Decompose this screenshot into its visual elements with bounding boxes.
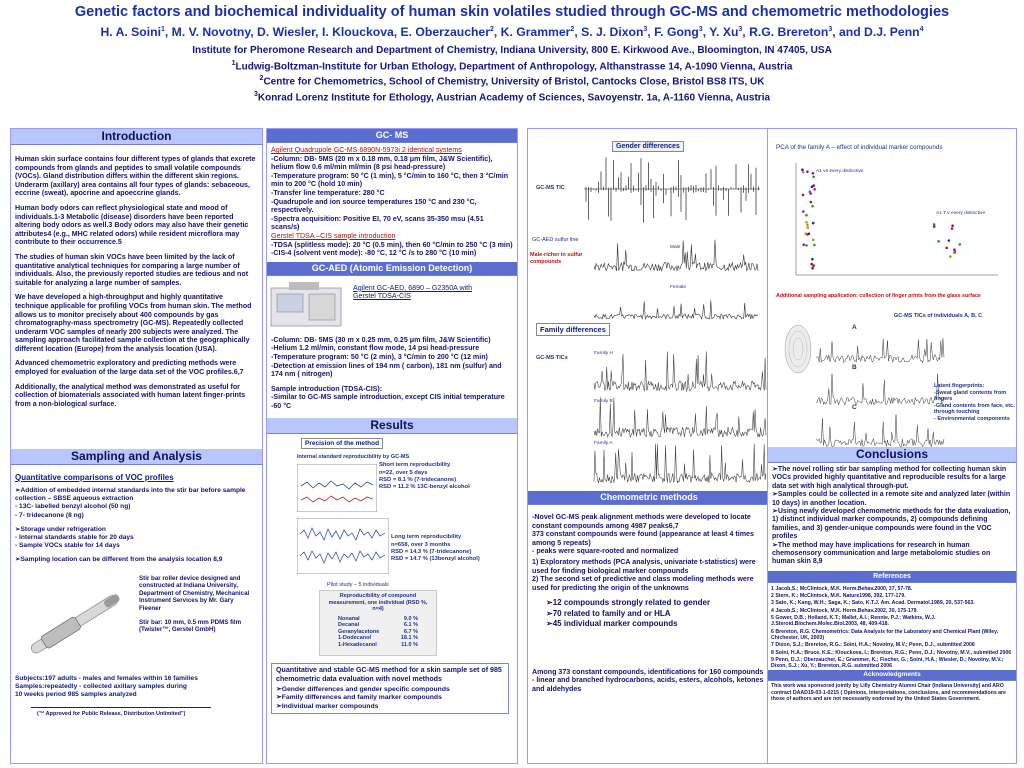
chemometric-text (528, 513, 770, 556)
identification-line: - linear and branched hydrocarbons, acids, esters, alcohols, ketones and aldehydes (532, 676, 764, 694)
conclusion-item: ➢Samples could be collected in a remote site and analyzed later (within 10 days) in another location. (772, 491, 1011, 507)
compound-rsd: 6.1 % (403, 622, 418, 629)
indiv-tics-label: GC-MS TICs of individuals A, B, C (894, 313, 983, 319)
chem-result: ➢70 related to family and or HLA (546, 608, 671, 618)
gcaed-line: -Helium 1.2 ml/min, constant flow mode, 14 psi head-pressure (271, 344, 480, 353)
short-term-plot (297, 464, 377, 512)
pca-point (801, 168, 804, 171)
pca-point (806, 224, 809, 227)
family-chromatograms (592, 347, 768, 487)
author-list: H. A. Soini$^1$, M. V. Novotny, D. Wiesler, I. Klouckova, E. Oberzaucher$^2$, K. Grammer$^2$, S. J. Dixon$^3$, F. Gong$^3$, Y. Xu$^3$, R.G. Brereton$^3$, and D.J. Penn$^4$ (100, 25, 924, 40)
long-term-line: RSD = 14.7 % (13benzyl alcohol) (391, 556, 480, 563)
compound-rsd: 6.7 % (403, 628, 418, 635)
intro-paragraph: Human skin surface contains four different types of glands that excrete compounds from glands and peptides to small volatile compounds (VOCs). Gland distribution differs within the different skin regions. Underarm (axillary) area contains all four types of glands: sebaceous, eccrine (sweat), apocrine and apoeccrine glands. (15, 155, 256, 198)
affiliation-list (0, 45, 1024, 105)
pca-point (810, 263, 813, 266)
gender-tic-plot (582, 153, 762, 223)
poster-title: Genetic factors and biochemical individuality of human skin volatiles studied through GC-MS and chemometric methodologies (74, 4, 950, 20)
author: K. Grammer$^2$ (500, 25, 575, 40)
gcms-line: -Column: DB- 5MS (20 m x 0.18 mm, 0.18 μm film, J&W Scientific), helium flow 0.6 ml/min ml/min (8 psi head-pressure) (271, 154, 493, 172)
author: E. Oberzaucher$^2$ (400, 25, 494, 40)
pca-point (812, 222, 815, 225)
fingerprint-chromatograms (814, 325, 946, 451)
pca-point (811, 185, 814, 188)
gcaed-sulfur-label: GC-AED sulfur line (532, 237, 579, 243)
family-label: Family differences (536, 323, 610, 336)
chem-result: ➢45 individual marker compounds (546, 619, 678, 629)
summary-line: Quantitative and stable GC-MS method for a skin sample set of 985 chemometric data evaluation with novel methods (276, 666, 502, 684)
intro-paragraph: Additionally, the analytical method was demonstrated as useful for collection of biomaterials associated with human latent finger-prints from a non-biological surface. (15, 382, 246, 408)
male-richer-label: Male-richer in sulfur compounds (530, 252, 583, 265)
reference-item: 8 Soini, H.A.; Bruce, K.E.; Klouckova, I.; Brereton, R.G.; Penn, D.J.; Novotny, M.V., submitted 2006 (771, 649, 1012, 656)
pca-label-2: A1 T v every distinctive (936, 211, 986, 216)
gcaed-line: -Column: DB- 5MS (30 m x 0.25 mm, 0.25 μm film, J&W Scientific) (271, 335, 491, 344)
chemometric-heading: Chemometric methods (528, 491, 770, 505)
short-term-text (379, 462, 470, 491)
conclusion-item: ➢The method may have implications for research in human chemosensory communication and large metabolomic studies on human skin 8,9 (772, 541, 991, 566)
pca-point (812, 172, 815, 175)
intro-paragraph: Human body odors can reflect physiological state and mood of individuals.1-3 Metabolic (disease) disorders have been reported altering body odors as well.3 Body odors may also have their genetic attributes4 (e.g., MHC related odors) while resident microflora may contribute to their occurrence.5 (15, 203, 249, 247)
gcaed-instrument-image (269, 280, 349, 330)
column-gender-family (527, 128, 771, 764)
introduction-heading: Introduction (11, 129, 262, 145)
short-term-line: RSD = 8.1 % (7-tridecanone) (379, 476, 457, 483)
pca-point (953, 248, 956, 251)
pca-point (949, 255, 952, 258)
chemometric-methods-list (528, 558, 770, 592)
reference-item: 1 Jacob,S.; McClintock, M.K. Horm.Behav.2000, 37, 57-78. (771, 585, 913, 592)
latent-line: - Environmental components (934, 415, 1010, 422)
pca-title: PCA of the family A – effect of individual marker compounds (776, 144, 943, 151)
quant-item: ➢Addition of embedded internal standards into the stir bar before sample collection – SBSE aqueous extraction (15, 487, 246, 503)
pca-point (805, 244, 808, 247)
long-term-line: RSD = 14.3 % (7-tridecanone) (391, 548, 472, 555)
storage-item: - Internal standards stable for 20 days (15, 534, 134, 542)
results-heading: Results (267, 418, 517, 434)
pca-point (951, 227, 954, 230)
gcaed-line: Sample introduction (TDSA-CIS): (271, 384, 383, 393)
long-term-plot (297, 518, 389, 574)
gcms-line: -Temperature program: 50 °C (1 min), 5 °C/min to 160 °C, then 3 °C/min min to 200 °C (hold 10 min) (271, 171, 509, 189)
pca-point (802, 194, 805, 197)
panel-b-label: B (852, 364, 857, 371)
gcms-line: -Transfer line temperature: 280 °C (271, 188, 385, 197)
male-label: Male (670, 245, 681, 250)
reference-item: 2 Stern, K.; McClintock, M.K. Nature1998, 392, 177-179. (771, 593, 906, 600)
short-term-line: Short term reproducibility (379, 462, 451, 469)
pca-point (951, 224, 954, 227)
stir-bar-caption: Stir bar roller device designed and constructed at Indiana University, Department of Chemistry, Mechanical Instrument Services by Mr. Gary Fleener (139, 574, 250, 612)
reference-item: 9 Penn, D.J.; Oberzaucher, E.; Grammer, K.; Fischer, G.; Soini, H.A.; Wiesler, D.; Novotny, M.V.; Dixon, S.J.; Xu, Y.; Brereton, R.G. submitted 2006 (771, 656, 1004, 670)
intro-paragraph: Advanced chemometric exploratory and predicting methods were employed for evaluation of the large data set of the VOC profiles.6,7 (15, 359, 244, 377)
gcms-line: -TDSA (splitless mode): 20 °C (0.5 min), then 60 °C/min to 250 °C (3 min) (271, 240, 513, 249)
identification-text (528, 668, 770, 694)
compound-rsd: 18.1 % (400, 635, 418, 642)
repro-table (319, 590, 437, 656)
gcms-line: Agilent Quadrupole GC-MS 6890N-5973i 2 identical systems (271, 146, 462, 154)
author: S. J. Dixon$^3$ (581, 25, 648, 40)
pca-point (813, 188, 816, 191)
pca-point (813, 244, 816, 247)
long-term-line: Long term reproducibility (391, 534, 462, 541)
intro-paragraph: We have developed a high-throughput and highly quantitative technique applicable for profiling VOCs from human skin. The method allows us to monitor precisely about 400 compounds by gas chromatography-mass spectrometry (GC-MS). Repeatedly collected underarm VOC samples of nearly 200 subjects were analyzed. The sampling approach facilitated sample collection at the geographically different location (Europe) from the analysis location (USA). (15, 293, 252, 353)
gcaed-line: -Temperature program: 50 °C (2 min), 3 °C/min to 200 °C (12 min) (271, 352, 488, 361)
repro-table-title: Reproducibility of compound measurement, one individual (RSD %, n=4) (328, 593, 428, 613)
pca-point (809, 192, 812, 195)
pca-point (811, 205, 814, 208)
quant-items (11, 487, 262, 520)
chem-method: 1) Exploratory methods (PCA analysis, univariate t-statistics) were used for finding biological marker compounds (532, 557, 756, 575)
compound-rsd: 9.0 % (403, 615, 418, 622)
quant-item: - 7- tridecanone (8 ng) (15, 511, 84, 519)
storage-item: - Sample VOCs stable for 14 days (15, 542, 120, 550)
latent-fingerprints (934, 383, 1016, 422)
gcms-line: Gerstel TDSA –CIS sample introduction (271, 231, 396, 240)
gcaed-line: -Detection at emission lines of 194 nm ( carbon), 181 nm (sulfur) and 174 nm ( nitrogen) (271, 361, 502, 379)
pca-point (804, 232, 807, 235)
poster-header (0, 4, 1024, 105)
summary-bullet: ➢Individual marker compounds (276, 702, 379, 710)
subjects-line: Samples:repeatedly - collected axillary samples during (15, 682, 187, 690)
author: and D.J. Penn$^4$ (839, 25, 924, 40)
gcaed-figure (267, 276, 517, 336)
pca-point (808, 233, 811, 236)
pca-point (806, 170, 809, 173)
author: Y. Xu$^3$ (709, 25, 743, 40)
pca-point (945, 247, 948, 250)
compound-name: Nonanal (338, 615, 360, 622)
precision-label: Precision of the method (301, 438, 383, 449)
compound-name: Decanal (338, 622, 360, 629)
subjects-text (11, 675, 262, 700)
acknowledgments-heading: Acknowledgments (768, 670, 1016, 681)
results-body (267, 434, 517, 768)
pca-point (811, 258, 814, 261)
pca-point (802, 171, 805, 174)
panel-c-label: C (852, 404, 857, 411)
introduction-text (11, 145, 262, 408)
compound-rsd: 11.0 % (401, 641, 418, 648)
pca-point (805, 221, 808, 224)
gender-label: Gender differences (612, 141, 684, 152)
latent-line: -Sweat gland contents from fingers (934, 389, 1007, 402)
sampling-heading: Sampling and Analysis (11, 449, 262, 465)
pilot-label: Pilot study – 5 individuals (327, 582, 389, 589)
chem-method: 2) The second set of predictive and class modeling methods were used for predicting the origin of the unknowns (532, 575, 754, 592)
acknowledgments-text: This work was sponsored jointly by Lilly Chemistry Alumni Chair (Indiana University) and ARO contract DAAD19-03-1-0215 ( Opinions, interpretations, conclusions, and recommendations are those of authors and are not necessarily endorsed by the United States Government. (771, 683, 1006, 703)
column-introduction (10, 128, 263, 764)
female-label: Female (670, 285, 686, 290)
pca-point (811, 267, 814, 270)
gcms-line: -CIS-4 (solvent vent mode): -80 °C, 12 °C /s to 280 °C (10 min) (271, 249, 477, 258)
conclusions-heading: Conclusions (768, 447, 1016, 463)
reference-item: 7 Dixon, S.J.; Brereton, R.G.; Soini, H.A.; Novotny, M.V.; Penn, D.J., submitted 2006 (771, 642, 975, 649)
storage-item: ➢Storage under refrigeration (15, 525, 106, 533)
summary-bullet: ➢Gender differences and gender specific compounds (276, 685, 450, 693)
pca-label-1: A1 vs every distinctive (816, 169, 864, 174)
column-pca-conclusions (767, 128, 1017, 764)
chem-line: 373 constant compounds were found (appearance at least 4 times among 5 repeats) (532, 530, 754, 547)
long-term-line: n=658, over 3 months (391, 541, 451, 548)
conclusions-text (768, 463, 1016, 567)
repro-row (324, 642, 432, 649)
gcaed-caption: Agilent GC-AED, 6890 – G2350A with Gerstel TDSA-CIS (353, 283, 473, 301)
compound-name: Geranylacetone (338, 628, 380, 635)
compound-name: 1-Dodecanol (338, 635, 372, 642)
gcaed-line: -Similar to GC-MS sample introduction, except CIS initial temperature -60 °C (271, 393, 505, 410)
conclusion-item: ➢Using newly developed chemometric methods for the data evaluation, 1) distinct individual marker compounds, 2) compounds defining families, and 3) gender-unique compounds were found in the VOC profiles (772, 508, 1011, 541)
panel-a-label: A (852, 324, 857, 331)
author: D. Wiesler (257, 25, 316, 40)
references-list (768, 583, 1016, 670)
pca-point (933, 225, 936, 228)
subjects-line: Subjects:197 adults - males and females within 16 families (15, 674, 198, 682)
reference-item: 5 Gower, D.B.; Holland, K.T.; Mallet, A.I.; Rennie, P.J.; Watkins, W.J. J.Steroid.Biochem.Molec.Biol.2003, 48, 409-418. (771, 615, 936, 628)
column-methods (266, 128, 518, 764)
identification-line: Among 373 constant compounds, identifications for 160 compounds (532, 667, 764, 676)
stir-bar-figure (11, 575, 262, 675)
fingerprint-image (782, 309, 814, 389)
pca-point (810, 201, 813, 204)
gcms-heading: GC- MS (267, 129, 517, 143)
short-term-line: n=22, over 5 days (379, 469, 428, 476)
author: H. A. Soini$^1$ (100, 25, 165, 40)
reference-item: 3 Sato, K.; Kang, W.H.; Saga, K.; Sato, K.T.J. Am. Acad. Dermatol.1989, 20, 537-563. (771, 600, 975, 607)
summary-bullet: ➢Family differences and family marker compounds (276, 694, 442, 702)
location-item: ➢Sampling location can be different from the analysis location 8,9 (15, 556, 223, 564)
affiliation: $^2$Centre for Chemometrics, School of Chemistry, University of Bristol, Cantocks Close, Bristol BS8 ITS, UK (259, 75, 765, 88)
author: F. Gong$^3$ (654, 25, 703, 40)
gcms-line: -Quadrupole and ion source temperatures 150 °C and 230 °C, respectively. (271, 197, 477, 215)
additional-application: Additional sampling application: collection of finger prints from the glass surface (776, 293, 981, 299)
intro-paragraph: The studies of human skin VOCs have been limited by the lack of quantitative analytical techniques for comparing a large number of individuals. Also, the previously reported studies are tedious and not suitable for analyzing a large number of samples. (15, 252, 249, 287)
pca-point (802, 244, 805, 247)
pca-point (805, 214, 808, 217)
gcms-tic-label: GC-MS TIC (536, 185, 565, 191)
pca-point (959, 243, 962, 246)
gcaed-method-text (267, 336, 517, 411)
family-b-label: Family B (594, 399, 613, 404)
pca-plot (792, 159, 1002, 279)
compound-name: 1-Hexadecanol (338, 641, 377, 648)
short-term-line: RSD = 11.2 % 13C-benzyl alcohol (379, 484, 470, 491)
stir-bar-spec: Stir bar: 10 mm, 0.5 mm PDMS film (Twister™, Gerstel GmbH) (139, 618, 242, 634)
pca-point (937, 240, 940, 243)
gcaed-heading: GC-AED (Atomic Emission Detection) (267, 262, 517, 276)
reference-item: 4 Jacob,S.; McClintock, M.K. Horm.Behav.2002, 30, 175-179. (771, 607, 918, 614)
summary-box (271, 663, 509, 714)
family-h-label: Family H (594, 351, 613, 356)
pca-point (953, 252, 956, 255)
chem-line: -Novel GC-MS peak alignment methods were developed to locate constant compounds among 4987 peaks6,7 (532, 513, 751, 530)
quant-heading: Quantitative comparisons of VOC profiles (15, 473, 174, 482)
author: I. Klouckova (321, 25, 394, 40)
gcms-method-text (267, 143, 517, 258)
long-term-text (391, 534, 480, 563)
affiliation: Institute for Pheromone Research and Department of Chemistry, Indiana University, 800 E. Kirkwood Ave., Bloomington, IN 47405, USA (192, 45, 832, 57)
chemometric-results (528, 598, 770, 630)
family-a-label: Family A (594, 441, 613, 446)
quant-item: - 13C- labelled benzyl alcohol (50 ng) (15, 503, 131, 511)
pca-point (802, 210, 805, 213)
author: R.G. Brereton$^3$ (749, 25, 833, 40)
chem-line: - peaks were square-rooted and normalized (532, 547, 679, 556)
pca-point (812, 239, 815, 242)
gcms-tics-label: GC-MS TICs (536, 355, 568, 361)
subjects-line: 10 weeks period 985 samples analyzed (15, 691, 137, 699)
conclusion-item: ➢The novel rolling stir bar sampling method for collecting human skin VOCs provided highly quantitative and reproducible results for a large data set with high analytical through-put. (772, 466, 1007, 490)
chem-result: ➢12 compounds strongly related to gender (546, 598, 711, 608)
author: M. V. Novotny (171, 25, 251, 40)
stir-bar-device-image (15, 575, 135, 675)
latent-line: -Gland contents from face, etc. through touching (934, 402, 1015, 415)
storage-items (11, 526, 262, 551)
approval-note: (™ Approved for Public Release, Distribution Unlimited") (37, 711, 186, 718)
pca-point (812, 176, 815, 179)
latent-line: Latent fingerprints: (934, 383, 985, 389)
references-heading: References (768, 571, 1016, 583)
pca-point (948, 239, 951, 242)
gcms-line: -Spectra acquisition: Positive EI, 70 eV, scans 35-350 msu (4.51 scans/s) (271, 214, 484, 232)
internal-repro-label: Internal standard reproducibility by GC-MS (297, 454, 410, 461)
affiliation: $^1$Ludwig-Boltzman-Institute for Urban Ethology, Department of Anthropology, Althanstrasse 14, A-1090 Vienna, Austria (231, 59, 793, 72)
reference-item: 6 Brereton, R.G. Chemometrics: Data Analysis for the Laboratory and Chemical Plant (Wiley, Chichester, UK, 2003) (771, 628, 999, 641)
affiliation: $^3$Konrad Lorenz Institute for Ethology, Austrian Academy of Sciences, Savoyenstr. 1a, A-1160 Vienna, Austria (253, 91, 771, 104)
pca-point (807, 226, 810, 229)
